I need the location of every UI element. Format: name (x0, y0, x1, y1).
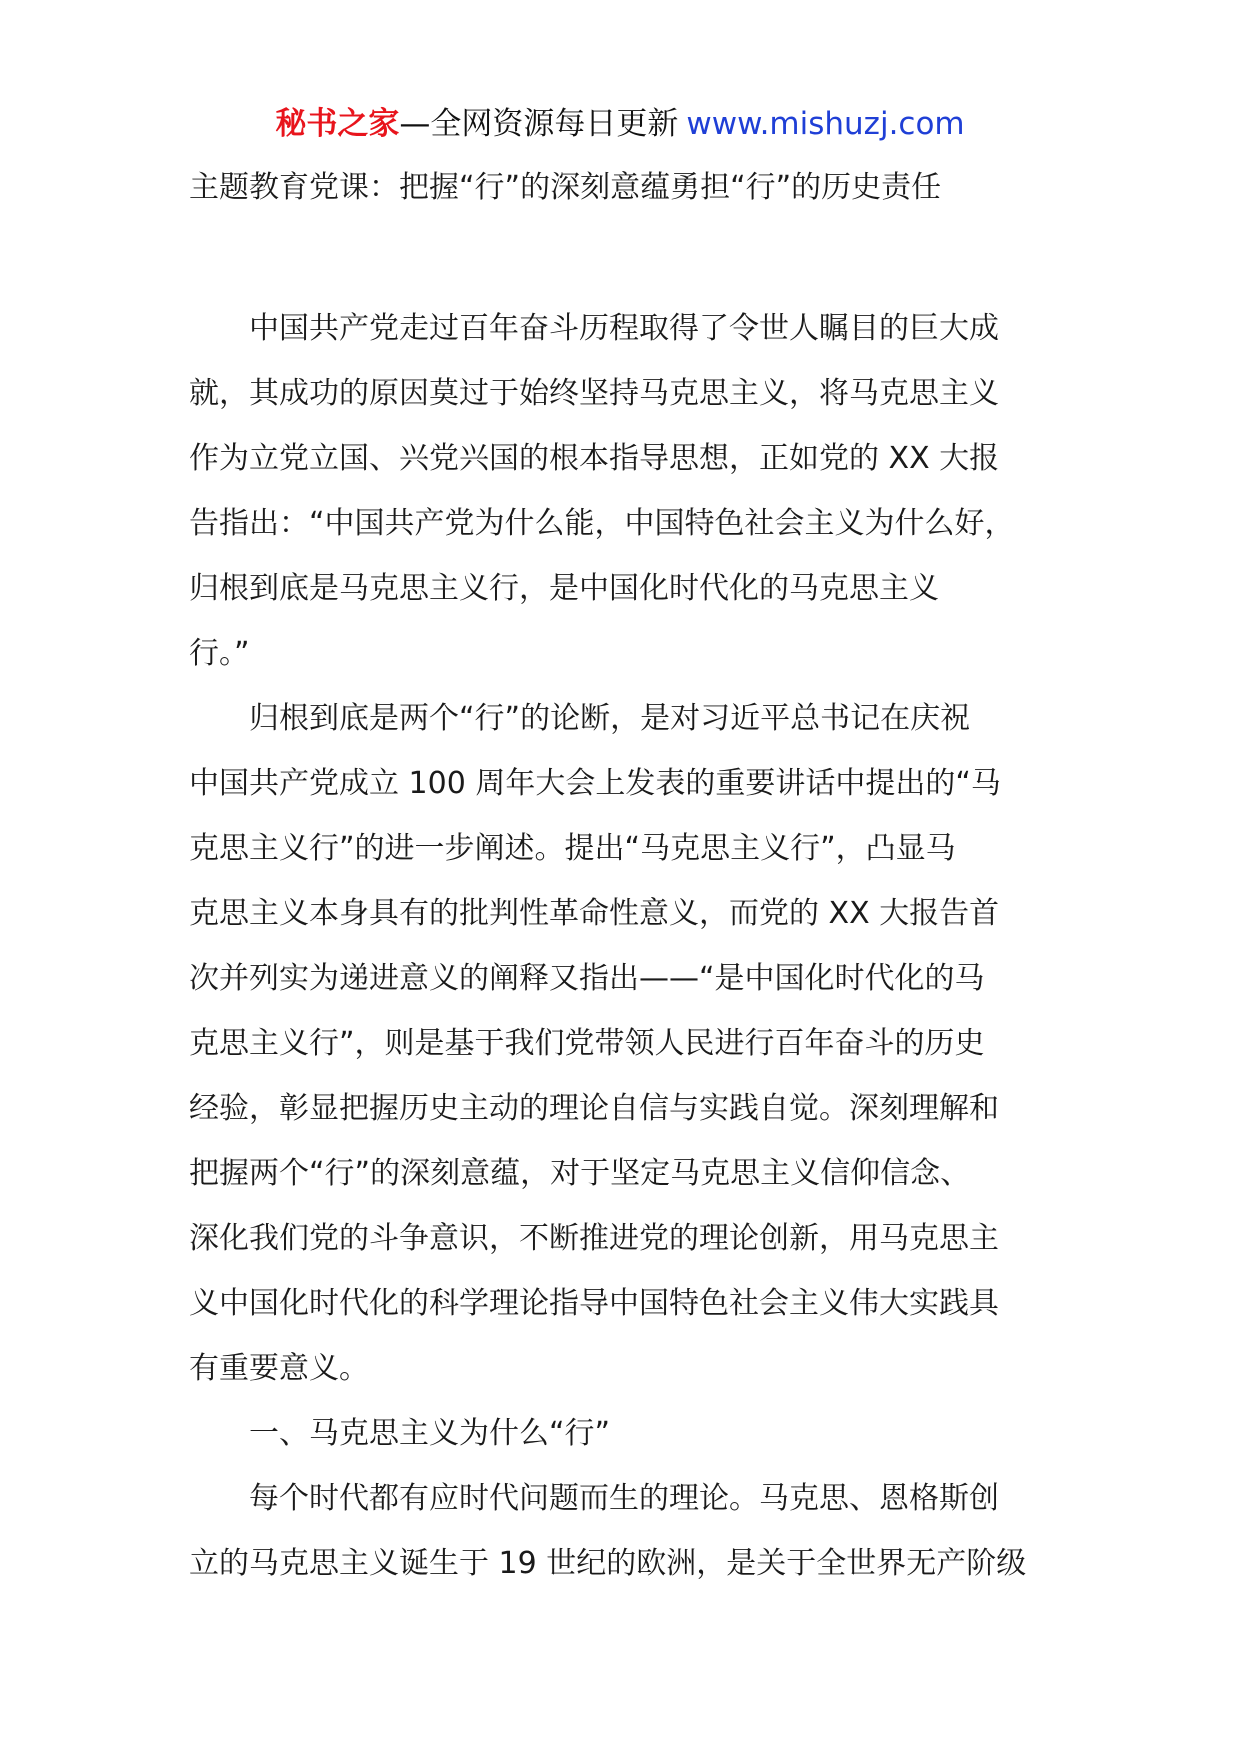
site-url-link[interactable]: www.mishuzj.com (686, 106, 965, 142)
body-line: 克思主义行”，则是基于我们党带领人民进行百年奋斗的历史 (189, 1026, 985, 1061)
body-line: 归根到底是两个“行”的论断，是对习近平总书记在庆祝 (189, 701, 971, 736)
brand-name: 秘书之家 (275, 106, 400, 142)
body-line: 立的马克思主义诞生于 19 世纪的欧洲，是关于全世界无产阶级 (189, 1546, 1027, 1581)
body-line: 中国共产党走过百年奋斗历程取得了令世人瞩目的巨大成 (189, 311, 999, 346)
body-line: 有重要意义。 (189, 1351, 369, 1386)
body-line: 归根到底是马克思主义行，是中国化时代化的马克思主义 (189, 571, 939, 606)
body-line: 克思主义本身具有的批判性革命性意义，而党的 XX 大报告首 (189, 896, 1000, 931)
header-slogan: —全网资源每日更新 (399, 106, 679, 142)
document-body (189, 296, 1065, 1596)
body-line: 作为立党立国、兴党兴国的根本指导思想，正如党的 XX 大报 (189, 441, 1000, 476)
site-header (0, 104, 1240, 144)
body-line: 经验，彰显把握历史主动的理论自信与实践自觉。深刻理解和 (189, 1091, 999, 1126)
body-line: 深化我们党的斗争意识，不断推进党的理论创新，用马克思主 (189, 1221, 999, 1256)
document-title: 主题教育党课：把握“行”的深刻意蕴勇担“行”的历史责任 (189, 170, 942, 205)
body-line: 中国共产党成立 100 周年大会上发表的重要讲话中提出的“马 (189, 766, 1001, 801)
body-line: 就，其成功的原因莫过于始终坚持马克思主义，将马克思主义 (189, 376, 999, 411)
body-line: 行。” (189, 636, 250, 671)
section-heading: 一、马克思主义为什么“行” (189, 1416, 611, 1451)
body-line: 把握两个“行”的深刻意蕴，对于坚定马克思主义信仰信念、 (189, 1156, 971, 1191)
body-line: 义中国化时代化的科学理论指导中国特色社会主义伟大实践具 (189, 1286, 999, 1321)
body-line: 次并列实为递进意义的阐释又指出——“是中国化时代化的马 (189, 961, 985, 996)
body-line: 告指出：“中国共产党为什么能，中国特色社会主义为什么好， (189, 506, 1015, 541)
body-line: 每个时代都有应时代问题而生的理论。马克思、恩格斯创 (189, 1481, 999, 1516)
body-line: 克思主义行”的进一步阐述。提出“马克思主义行”，凸显马 (189, 831, 956, 866)
